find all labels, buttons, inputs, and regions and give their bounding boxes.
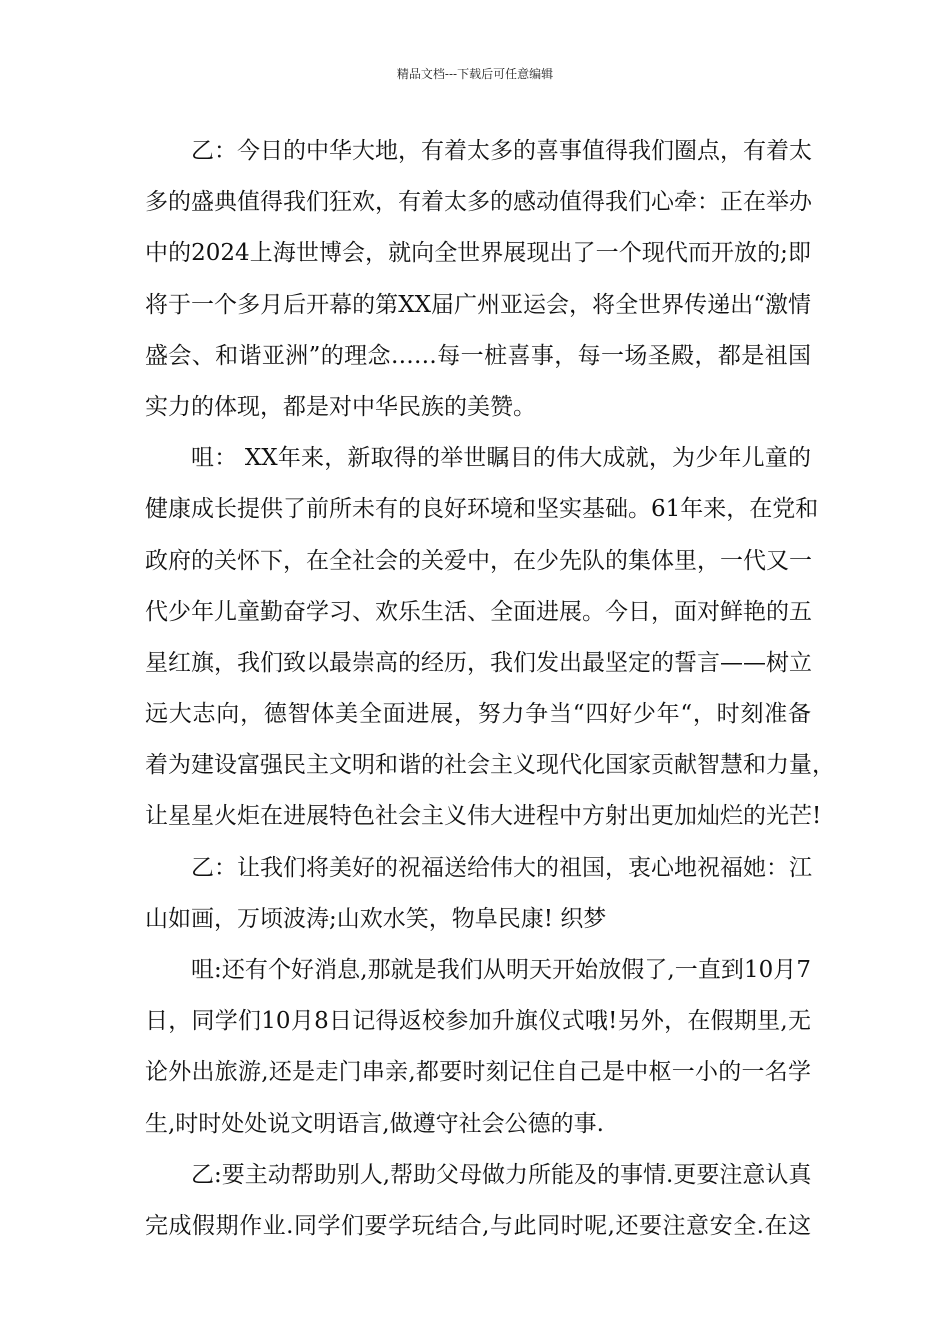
paragraph-line: 多的盛典值得我们狂欢，有着太多的感动值得我们心牵：正在举办 xyxy=(145,189,812,216)
paragraph-line: 完成假期作业.同学们要学玩结合,与此同时呢,还要注意安全.在这 xyxy=(145,1212,811,1239)
paragraph-line: 山如画，万顷波涛;山欢水笑，物阜民康! 织梦 xyxy=(145,905,607,932)
page-header: 精品文档---下载后可任意编辑 xyxy=(396,67,554,81)
paragraph-line: 代少年儿童勤奋学习、欢乐生活、全面进展。今日，面对鲜艳的五 xyxy=(145,598,812,625)
paragraph-line: 咀:还有个好消息,那就是我们从明天开始放假了,一直到10月7 xyxy=(191,957,811,983)
paragraph-line: 让星星火炬在进展特色社会主义伟大进程中方射出更加灿烂的光芒! xyxy=(145,803,822,830)
paragraph-1 xyxy=(145,126,811,433)
paragraph-5 xyxy=(145,1150,811,1252)
paragraph-2 xyxy=(145,433,835,843)
paragraph-line: 星红旗，我们致以最崇高的经历，我们发出最坚定的誓言——树立 xyxy=(145,649,812,676)
paragraph-line: 着为建设富强民主文明和谐的社会主义现代化国家贡献智慧和力量， xyxy=(145,752,835,779)
paragraph-line: 中的2024上海世博会，就向全世界展现出了一个现代而开放的;即 xyxy=(145,240,811,267)
paragraph-4 xyxy=(145,945,811,1150)
paragraph-3 xyxy=(145,843,811,945)
paragraph-line: 将于一个多月后开幕的第XX届广州亚运会，将全世界传递出“激情 xyxy=(145,291,811,318)
paragraph-line: 盛会、和谐亚洲”的理念……每一桩喜事，每一场圣殿，都是祖国 xyxy=(145,342,811,369)
paragraph-line: 政府的关怀下，在全社会的关爱中，在少先队的集体里，一代又一 xyxy=(145,547,812,574)
paragraph-line: 健康成长提供了前所未有的良好环境和坚实基础。61年来，在党和 xyxy=(145,496,819,523)
paragraph-line: 实力的体现，都是对中华民族的美赞。 xyxy=(145,393,536,420)
paragraph-line: 乙:要主动帮助别人,帮助父母做力所能及的事情.更要注意认真 xyxy=(191,1161,812,1188)
paragraph-line: 生,时时处处说文明语言,做遵守社会公德的事. xyxy=(145,1110,604,1137)
document-body xyxy=(145,126,835,1252)
paragraph-line: 乙：让我们将美好的祝福送给伟大的祖国，衷心地祝福她：江 xyxy=(191,854,812,881)
paragraph-line: 论外出旅游,还是走门串亲,都要时刻记住自己是中枢一小的一名学 xyxy=(145,1059,811,1086)
paragraph-line: 乙：今日的中华大地，有着太多的喜事值得我们圈点，有着太 xyxy=(191,138,812,164)
paragraph-line: 日，同学们10月8日记得返校参加升旗仪式哦!另外，在假期里,无 xyxy=(145,1008,811,1035)
paragraph-line: 远大志向，德智体美全面进展，努力争当“四好少年“，时刻准备 xyxy=(145,701,811,728)
paragraph-line: 咀： XX年来，新取得的举世瞩目的伟大成就，为少年儿童的 xyxy=(191,445,811,472)
